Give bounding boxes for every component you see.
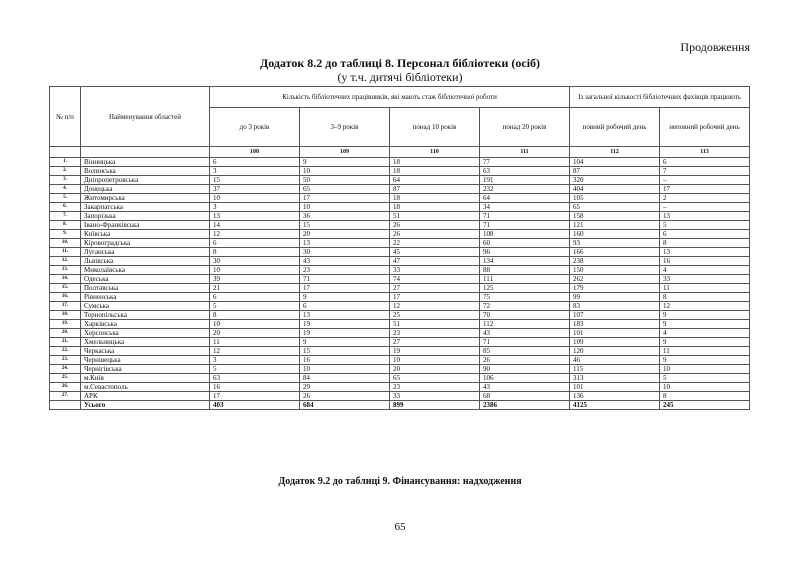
value-cell: 8 [660,392,750,401]
table-row [50,374,750,383]
value-cell: 33 [390,266,480,275]
value-cell: 99 [570,293,660,302]
region-name: Закарпатська [81,203,210,212]
header-code: 112 [570,147,660,158]
row-number: 13. [50,266,81,275]
value-cell: 19 [300,329,390,338]
table-row [50,365,750,374]
value-cell: 93 [570,239,660,248]
region-name: Одеська [81,275,210,284]
page-number: 65 [394,521,406,533]
value-cell: 16 [660,257,750,266]
region-name: Херсонська [81,329,210,338]
header-code-blank [50,147,81,158]
value-cell: 10 [660,365,750,374]
total-value: 2386 [480,401,570,410]
region-name: Івано-Франківська [81,221,210,230]
value-cell: 90 [480,365,570,374]
next-section-title: Додаток 9.2 до таблиці 9. Фінансування: надходження [278,476,522,487]
staff-table [49,86,750,410]
value-cell: 9 [300,338,390,347]
value-cell: 26 [480,356,570,365]
value-cell: 404 [570,185,660,194]
region-name: Тернопільська [81,311,210,320]
value-cell: 51 [390,320,480,329]
value-cell: – [660,203,750,212]
value-cell: 6 [660,158,750,167]
row-number: 7. [50,212,81,221]
value-cell: 22 [390,239,480,248]
table-row [50,185,750,194]
table-row [50,266,750,275]
value-cell: 10 [300,167,390,176]
region-name: Вінницька [81,158,210,167]
row-number: 17. [50,302,81,311]
value-cell: 101 [570,383,660,392]
row-number: 11. [50,248,81,257]
table-row [50,158,750,167]
value-cell: 6 [210,239,300,248]
value-cell: 71 [480,212,570,221]
value-cell: 17 [210,392,300,401]
header-col: неповний робочий день [660,108,750,147]
table-row [50,176,750,185]
table-row [50,248,750,257]
value-cell: 19 [390,347,480,356]
row-number: 2. [50,167,81,176]
value-cell: 50 [300,176,390,185]
value-cell: 13 [300,311,390,320]
value-cell: 8 [210,311,300,320]
value-cell: 5 [660,221,750,230]
value-cell: 96 [480,248,570,257]
row-number: 16. [50,293,81,302]
table-row [50,212,750,221]
row-number: 20. [50,329,81,338]
row-number: 23. [50,356,81,365]
table-row [50,203,750,212]
value-cell: 134 [480,257,570,266]
header-code: 113 [660,147,750,158]
value-cell: 72 [480,302,570,311]
total-value: 899 [390,401,480,410]
value-cell: 9 [660,356,750,365]
value-cell: 68 [480,392,570,401]
region-name: Полтавська [81,284,210,293]
value-cell: 88 [480,266,570,275]
value-cell: 232 [480,185,570,194]
value-cell: 9 [660,311,750,320]
table-row [50,293,750,302]
value-cell: 10 [210,266,300,275]
region-name: Київська [81,230,210,239]
value-cell: 6 [210,158,300,167]
value-cell: 4 [660,266,750,275]
value-cell: 21 [210,284,300,293]
region-name: Рівненська [81,293,210,302]
header-code: 108 [210,147,300,158]
value-cell: 77 [480,158,570,167]
value-cell: 12 [210,347,300,356]
value-cell: 9 [660,320,750,329]
row-number: 10. [50,239,81,248]
table-row [50,284,750,293]
row-number: 21. [50,338,81,347]
value-cell: 43 [480,383,570,392]
value-cell: 37 [210,185,300,194]
value-cell: 16 [300,356,390,365]
value-cell: 71 [480,221,570,230]
region-name: Львівська [81,257,210,266]
row-number: 18. [50,311,81,320]
region-name: м.Севастополь [81,383,210,392]
row-number: 4. [50,185,81,194]
row-number: 3. [50,176,81,185]
value-cell: 47 [390,257,480,266]
value-cell: 17 [390,293,480,302]
value-cell: 23 [390,383,480,392]
value-cell: 11 [660,347,750,356]
continuation-label: Продовження [680,40,750,54]
region-name: м.Київ [81,374,210,383]
value-cell: 5 [210,365,300,374]
region-name: Дніпропетровська [81,176,210,185]
value-cell: 10 [660,383,750,392]
value-cell: 4 [660,329,750,338]
value-cell: 71 [300,275,390,284]
value-cell: 104 [570,158,660,167]
value-cell: 12 [660,302,750,311]
header-col: до 3 років [210,108,300,147]
row-number: 26. [50,383,81,392]
row-number: 15. [50,284,81,293]
table-row [50,392,750,401]
table-row [50,239,750,248]
value-cell: 11 [660,284,750,293]
row-number: 24. [50,365,81,374]
value-cell: 16 [210,383,300,392]
value-cell: 10 [300,365,390,374]
value-cell: 109 [570,338,660,347]
table-row [50,347,750,356]
value-cell: 18 [390,167,480,176]
region-name: Чернівецька [81,356,210,365]
value-cell: 60 [480,239,570,248]
value-cell: 64 [480,194,570,203]
row-number: 19. [50,320,81,329]
value-cell: 26 [390,230,480,239]
value-cell: 12 [390,302,480,311]
value-cell: 10 [300,203,390,212]
value-cell: 112 [480,320,570,329]
table-row [50,311,750,320]
value-cell: 107 [570,311,660,320]
total-value: 403 [210,401,300,410]
value-cell: 3 [210,356,300,365]
value-cell: 29 [300,383,390,392]
table-row [50,329,750,338]
region-name: Волинська [81,167,210,176]
value-cell: 33 [390,392,480,401]
value-cell: 17 [300,194,390,203]
value-cell: 160 [570,230,660,239]
total-row [50,401,750,410]
value-cell: 33 [660,275,750,284]
value-cell: 20 [390,365,480,374]
header-code: 109 [300,147,390,158]
total-value: 684 [300,401,390,410]
value-cell: 150 [570,266,660,275]
value-cell: 13 [210,212,300,221]
value-cell: 20 [210,329,300,338]
row-number: 1. [50,158,81,167]
value-cell: 10 [390,356,480,365]
value-cell: 179 [570,284,660,293]
region-name: Запорізька [81,212,210,221]
header-num: № п/п [50,87,81,147]
row-number: 5. [50,194,81,203]
region-name: Луганська [81,248,210,257]
value-cell: 8 [660,293,750,302]
value-cell: 20 [300,230,390,239]
value-cell: 120 [570,347,660,356]
value-cell: 13 [660,248,750,257]
value-cell: 43 [480,329,570,338]
value-cell: 5 [210,302,300,311]
value-cell: 43 [300,257,390,266]
value-cell: 18 [390,194,480,203]
header-code: 110 [390,147,480,158]
table-row [50,194,750,203]
value-cell: 13 [300,239,390,248]
value-cell: 105 [570,194,660,203]
value-cell: 30 [300,248,390,257]
value-cell: 65 [570,203,660,212]
region-name: Житомирська [81,194,210,203]
value-cell: 12 [210,230,300,239]
table-row [50,230,750,239]
header-col: 3–9 років [300,108,390,147]
page-subtitle: (у т.ч. дитячі бібліотеки) [337,70,463,84]
region-name: АРК [81,392,210,401]
value-cell: 74 [390,275,480,284]
row-number: 12. [50,257,81,266]
value-cell: 238 [570,257,660,266]
page-title: Додаток 8.2 до таблиці 8. Персонал бібліотеки (осіб) [259,56,541,70]
value-cell: 115 [570,365,660,374]
value-cell: 2 [660,194,750,203]
value-cell: 45 [390,248,480,257]
value-cell: 84 [300,374,390,383]
value-cell: 23 [390,329,480,338]
region-name: Хмельницька [81,338,210,347]
value-cell: 26 [390,221,480,230]
value-cell: 34 [480,203,570,212]
header-workload-group: Із загальної кількості бібліотечних фахівців працюють [570,87,750,108]
value-cell: 14 [210,221,300,230]
row-number: 6. [50,203,81,212]
value-cell: 191 [480,176,570,185]
header-experience-group: Кількість бібліотечних працівників, які мають стаж бібліотечної роботи [210,87,570,108]
value-cell: 63 [210,374,300,383]
value-cell: 9 [300,158,390,167]
value-cell: – [660,176,750,185]
value-cell: 183 [570,320,660,329]
value-cell: 313 [570,374,660,383]
value-cell: 8 [210,248,300,257]
row-number: 14. [50,275,81,284]
value-cell: 63 [480,167,570,176]
value-cell: 106 [480,374,570,383]
value-cell: 3 [210,167,300,176]
row-number: 22. [50,347,81,356]
value-cell: 11 [210,338,300,347]
value-cell: 10 [210,194,300,203]
value-cell: 18 [390,158,480,167]
value-cell: 136 [570,392,660,401]
value-cell: 101 [570,329,660,338]
header-col: понад 20 років [480,108,570,147]
table-row [50,167,750,176]
table-row [50,356,750,365]
value-cell: 7 [660,167,750,176]
header-region: Найменування областей [81,87,210,147]
value-cell: 15 [300,221,390,230]
value-cell: 39 [210,275,300,284]
value-cell: 10 [210,320,300,329]
value-cell: 19 [300,320,390,329]
value-cell: 6 [300,302,390,311]
value-cell: 30 [210,257,300,266]
value-cell: 23 [300,266,390,275]
value-cell: 125 [480,284,570,293]
region-name: Кіровоградська [81,239,210,248]
value-cell: 121 [570,221,660,230]
table-row [50,383,750,392]
value-cell: 64 [390,176,480,185]
value-cell: 111 [480,275,570,284]
value-cell: 25 [390,311,480,320]
value-cell: 65 [300,185,390,194]
value-cell: 9 [300,293,390,302]
region-name: Сумська [81,302,210,311]
value-cell: 5 [660,374,750,383]
value-cell: 108 [480,230,570,239]
value-cell: 9 [660,338,750,347]
value-cell: 46 [570,356,660,365]
row-number-blank [50,401,81,410]
value-cell: 71 [480,338,570,347]
value-cell: 166 [570,248,660,257]
value-cell: 6 [210,293,300,302]
value-cell: 6 [660,230,750,239]
row-number: 25. [50,374,81,383]
value-cell: 13 [660,212,750,221]
value-cell: 83 [570,302,660,311]
value-cell: 70 [480,311,570,320]
header-code: 111 [480,147,570,158]
value-cell: 3 [210,203,300,212]
value-cell: 27 [390,338,480,347]
region-name: Харківська [81,320,210,329]
table-row [50,320,750,329]
value-cell: 75 [480,293,570,302]
region-name: Донецька [81,185,210,194]
table-body [50,158,750,410]
header-col: понад 10 років [390,108,480,147]
value-cell: 18 [390,203,480,212]
value-cell: 87 [570,167,660,176]
value-cell: 17 [300,284,390,293]
total-label: Усього [81,401,210,410]
row-number: 8. [50,221,81,230]
value-cell: 8 [660,239,750,248]
region-name: Миколаївська [81,266,210,275]
value-cell: 15 [300,347,390,356]
header-code-blank [81,147,210,158]
value-cell: 51 [390,212,480,221]
value-cell: 17 [660,185,750,194]
region-name: Черкаська [81,347,210,356]
region-name: Чернігівська [81,365,210,374]
total-value: 245 [660,401,750,410]
total-value: 4125 [570,401,660,410]
value-cell: 15 [210,176,300,185]
value-cell: 65 [390,374,480,383]
value-cell: 87 [390,185,480,194]
value-cell: 262 [570,275,660,284]
row-number: 9. [50,230,81,239]
table-row [50,257,750,266]
table-row [50,338,750,347]
value-cell: 36 [300,212,390,221]
table-row [50,275,750,284]
value-cell: 27 [390,284,480,293]
value-cell: 158 [570,212,660,221]
table-row [50,221,750,230]
header-col: повний робочий день [570,108,660,147]
value-cell: 320 [570,176,660,185]
row-number: 27. [50,392,81,401]
table-row [50,302,750,311]
value-cell: 85 [480,347,570,356]
value-cell: 26 [300,392,390,401]
